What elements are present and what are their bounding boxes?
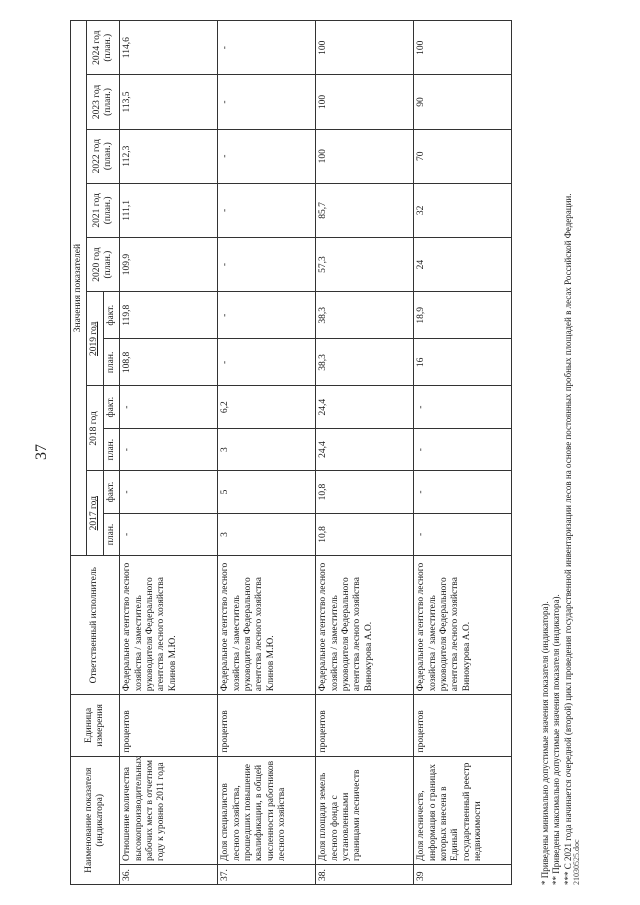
value-f18: 24,4 — [316, 386, 414, 428]
header-year-2024: 2024 год (план.) — [87, 21, 120, 75]
header-fact-2018: факт. — [103, 386, 119, 428]
value-p18: 24,4 — [316, 428, 414, 470]
value-f19: 38,3 — [316, 292, 414, 339]
value-f18: - — [120, 386, 218, 428]
unit: процентов — [218, 695, 316, 756]
value-v23: 90 — [414, 75, 512, 129]
unit: процентов — [316, 695, 414, 756]
footnote: * Приведены минимально допустимые значения показателя (индикатора). — [540, 601, 550, 885]
value-v23: 113,5 — [120, 75, 218, 129]
table-body — [120, 21, 512, 885]
value-f17: - — [120, 471, 218, 513]
value-v22: 112,3 — [120, 129, 218, 183]
header-year-2020: 2020 год (план.) — [87, 237, 120, 291]
header-fact-2017: факт. — [103, 471, 119, 513]
responsible-executor: Федеральное агентство лесного хозяйства / заместитель руководителя Федерального агентства лесного хозяйства Винокурова А.О. — [414, 556, 512, 695]
value-p17: 3 — [218, 513, 316, 555]
row-number: 36. — [120, 864, 218, 884]
header-year-2019: 2019 год — [87, 292, 103, 386]
footnote: *** С 2021 года начинается очередной (второй) цикл проведения государственной инвентаризации лесов на основе постоянных пробных площадей в лесах Российской Федерации. — [562, 193, 573, 885]
unit: процентов — [120, 695, 218, 756]
page-number: 37 — [33, 444, 50, 460]
value-v21: 85,7 — [316, 183, 414, 237]
indicator-name: Отношение количества высокопроизводительных рабочих мест в отчетном году к уровню 2011 года — [120, 756, 218, 864]
table-row — [316, 21, 414, 885]
header-values-group: Значения показателей — [71, 21, 87, 556]
value-f18: - — [414, 386, 512, 428]
value-p18: 3 — [218, 428, 316, 470]
value-f19: - — [218, 292, 316, 339]
value-v24: 100 — [316, 21, 414, 75]
value-v23: 100 — [316, 75, 414, 129]
header-year-2022: 2022 год (план.) — [87, 129, 120, 183]
value-v20: 24 — [414, 237, 512, 291]
value-v20: 57,3 — [316, 237, 414, 291]
header-year-2018: 2018 год — [87, 386, 103, 471]
header-year-2021: 2021 год (план.) — [87, 183, 120, 237]
value-f17: 5 — [218, 471, 316, 513]
document-code: 21030525.doc — [572, 839, 581, 885]
value-v24: 114,6 — [120, 21, 218, 75]
header-unit: Единица измерения — [71, 695, 120, 756]
table-row — [218, 21, 316, 885]
value-v24: 100 — [414, 21, 512, 75]
table-row — [414, 21, 512, 885]
indicator-name: Доля лесничеств, информация о границах которых внесена в Единый государственный реестр недвижимости — [414, 756, 512, 864]
value-f17: - — [414, 471, 512, 513]
row-number: 39 — [414, 864, 512, 884]
value-p19: 108,8 — [120, 339, 218, 386]
header-plan-2017: план. — [103, 513, 119, 555]
value-v21: 32 — [414, 183, 512, 237]
responsible-executor: Федеральное агентство лесного хозяйства / заместитель руководителя Федерального агентства лесного хозяйства Винокурова А.О. — [316, 556, 414, 695]
value-v24: - — [218, 21, 316, 75]
value-v20: - — [218, 237, 316, 291]
header-responsible: Ответственный исполнитель — [71, 556, 120, 695]
value-v22: 70 — [414, 129, 512, 183]
value-v23: - — [218, 75, 316, 129]
value-p17: - — [414, 513, 512, 555]
value-f19: 18,9 — [414, 292, 512, 339]
table-row — [120, 21, 218, 885]
indicator-name: Доля специалистов лесного хозяйства, прошедших повышение квалификации, в общей численности работников лесного хозяйства — [218, 756, 316, 864]
value-v22: - — [218, 129, 316, 183]
value-p18: - — [120, 428, 218, 470]
value-v21: - — [218, 183, 316, 237]
value-p18: - — [414, 428, 512, 470]
rotated-content — [70, 20, 585, 885]
row-number: 38. — [316, 864, 414, 884]
value-f18: 6,2 — [218, 386, 316, 428]
value-f19: 119,8 — [120, 292, 218, 339]
value-v22: 100 — [316, 129, 414, 183]
value-v20: 109,9 — [120, 237, 218, 291]
header-plan-2018: план. — [103, 428, 119, 470]
header-year-2023: 2023 год (план.) — [87, 75, 120, 129]
header-fact-2019: факт. — [103, 292, 119, 339]
value-p19: 16 — [414, 339, 512, 386]
header-year-2017: 2017 год — [87, 471, 103, 556]
responsible-executor: Федеральное агентство лесного хозяйства / заместитель руководителя Федерального агентства лесного хозяйства Клинов М.Ю. — [120, 556, 218, 695]
value-p17: - — [120, 513, 218, 555]
row-number: 37. — [218, 864, 316, 884]
value-v21: 111,1 — [120, 183, 218, 237]
unit: процентов — [414, 695, 512, 756]
value-f17: 10,8 — [316, 471, 414, 513]
footnotes — [540, 194, 574, 886]
footnote: ** Приведены максимально допустимые значения показателя (индикатора). — [551, 594, 562, 885]
indicator-name: Доля площади земель лесного фонда с установленными границами лесничеств — [316, 756, 414, 864]
value-p19: 38,3 — [316, 339, 414, 386]
header-name: Наименование показателя (индикатора) — [71, 756, 120, 884]
value-p19: - — [218, 339, 316, 386]
value-p17: 10,8 — [316, 513, 414, 555]
header-plan-2019: план. — [103, 339, 119, 386]
responsible-executor: Федеральное агентство лесного хозяйства / заместитель руководителя Федерального агентства лесного хозяйства Клинов М.Ю. — [218, 556, 316, 695]
indicator-table — [70, 20, 512, 885]
